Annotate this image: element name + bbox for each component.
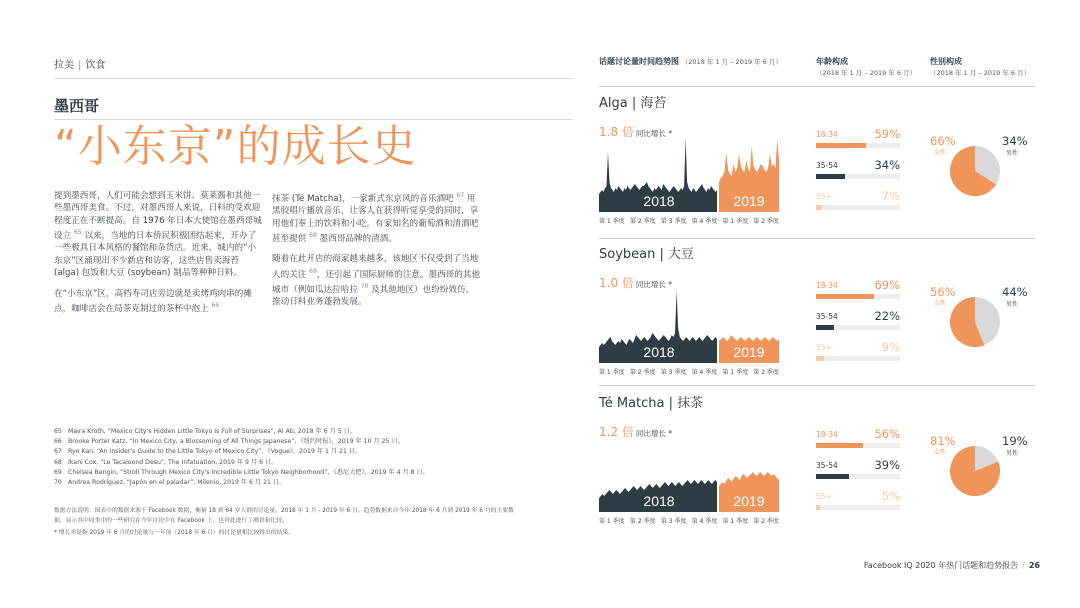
paragraph xyxy=(272,253,482,308)
footnote-ref[interactable]: 65 xyxy=(73,229,82,237)
footnote-ref[interactable]: 66 xyxy=(211,302,220,310)
age-bar-fill xyxy=(816,443,863,448)
male-percent: 44% xyxy=(1002,285,1028,299)
reference-text: Ryo Kan, “An Insider's Guide to the Little Tokyo of Mexico City”，《Vogue》，2019 年 1 月 21 日。 xyxy=(68,448,362,456)
text: 以来，当地的日本侨民积极团结起来，开办了一些极具日本风格的餐馆和杂货店。近来，城内的“小东京”区涌现出不少新店和访客，这些店售卖海苔 (alga) 包饭和大豆 (soybean) 制品等种种日料。 xyxy=(54,231,257,279)
female-label: 女性 xyxy=(934,149,947,156)
male-percent: 34% xyxy=(1002,134,1028,148)
age-bar-track xyxy=(816,443,900,448)
female-label: 女性 xyxy=(934,449,947,456)
reference-item xyxy=(54,458,524,468)
reference-item xyxy=(54,447,524,457)
reference-number: 67 xyxy=(54,448,62,456)
reference-item xyxy=(54,427,524,437)
quarter-label: 第 3 季度 xyxy=(660,518,687,525)
text: 用黑胶唱片播放音乐，让客人在获得听觉享受的同时，享用他们奉上的饮料和小吃。有家知名的葡萄酒和清酒吧甚至提供 xyxy=(272,193,479,244)
gender-header-title: 性别构成 xyxy=(930,57,962,66)
age-row xyxy=(816,309,900,343)
growth-footnote: * 增长率是指 2019 年 6 月的讨论量与一年前（2018 年 6 月）的讨论量相比较得出的结果。 xyxy=(54,530,295,536)
quarter-label: 第 3 季度 xyxy=(660,369,687,376)
year-label-2019: 2019 xyxy=(733,344,765,360)
trend-area-chart xyxy=(599,283,779,363)
age-header-range: （2018 年 1 月 – 2019 年 6 月） xyxy=(816,69,917,77)
footnote-ref[interactable]: 67 xyxy=(456,192,465,199)
reference-number: 70 xyxy=(54,479,62,487)
age-bar-track xyxy=(816,143,900,148)
quarter-label: 第 1 季度 xyxy=(722,518,749,525)
reference-item xyxy=(54,437,524,447)
pie-chart xyxy=(950,446,1000,496)
age-group-percent: 56% xyxy=(874,427,900,441)
quarter-label: 第 2 季度 xyxy=(629,218,656,225)
age-bar-fill xyxy=(816,294,874,299)
age-bar-track xyxy=(816,174,900,179)
reference-item xyxy=(54,478,524,488)
year-label-2019: 2019 xyxy=(733,493,765,509)
year-label-2018: 2018 xyxy=(643,193,675,209)
age-group-label: 18-34 xyxy=(816,130,838,139)
nav-topic[interactable]: 饮食 xyxy=(85,60,106,71)
growth-label: 同比增长 * xyxy=(635,429,673,438)
paragraph xyxy=(54,288,264,316)
female-percent: 66% xyxy=(930,134,956,148)
male-label: 男性 xyxy=(1006,301,1019,308)
text: 墨西哥品牌的清酒。 xyxy=(319,233,397,244)
age-group-label: 55+ xyxy=(816,192,832,201)
quarter-axis xyxy=(599,516,779,525)
quarter-label: 第 4 季度 xyxy=(691,218,718,225)
age-group-percent: 9% xyxy=(881,340,900,354)
trend-area-chart xyxy=(599,432,779,512)
trend-header xyxy=(599,56,782,67)
quarter-label: 第 1 季度 xyxy=(599,218,625,225)
age-group-percent: 69% xyxy=(874,278,900,292)
age-bar-track xyxy=(816,325,900,330)
gender-pie xyxy=(930,434,1030,514)
age-bar-fill xyxy=(816,325,834,330)
age-group-percent: 59% xyxy=(874,127,900,141)
reference-number: 65 xyxy=(54,428,62,435)
age-breakdown xyxy=(816,127,900,223)
divider xyxy=(599,86,1035,87)
age-breakdown xyxy=(816,278,900,374)
reference-text: Maira Kroth, “Mexico City's Hidden Little Tokyo Is Full of Surprises”, Al Ati, 2018 年 6 月 5 日。 xyxy=(68,428,356,435)
growth-label: 同比增长 * xyxy=(635,129,673,138)
footnote-ref[interactable]: 69 xyxy=(309,267,317,275)
methodology-note xyxy=(54,506,524,540)
text: 提到墨西哥，人们可能会想到玉米饼、莫莱酱和其他一些墨西哥美食。不过，对墨西哥人来说，日料的受欢迎程度正在不断提高。自 1976 年日本大使馆在墨西哥城设立 xyxy=(54,191,262,242)
reference-item xyxy=(54,468,524,478)
page-footer xyxy=(864,560,1040,571)
body-column-1 xyxy=(54,190,264,323)
report-title: Facebook IQ 2020 年热门话题和趋势报告 xyxy=(863,561,1019,570)
age-bar-fill xyxy=(816,505,820,510)
growth-value: 1.0 倍 xyxy=(599,276,634,290)
age-group-percent: 39% xyxy=(874,458,900,472)
year-label-2018: 2018 xyxy=(643,493,675,509)
nav-divider: | xyxy=(78,60,82,71)
age-group-label: 35-54 xyxy=(816,161,838,170)
age-row xyxy=(816,427,900,461)
growth-label: 同比增长 * xyxy=(635,280,673,289)
pie-chart xyxy=(950,297,1000,347)
gender-pie xyxy=(930,134,1030,214)
age-bar-track xyxy=(816,474,900,479)
age-group-percent: 22% xyxy=(874,309,900,323)
age-group-label: 18-34 xyxy=(816,430,838,439)
female-label: 女性 xyxy=(934,300,947,307)
quarter-label: 第 2 季度 xyxy=(753,518,779,525)
quarter-label: 第 2 季度 xyxy=(629,518,656,525)
male-percent: 19% xyxy=(1002,434,1028,448)
divider xyxy=(54,78,573,79)
age-group-percent: 7% xyxy=(881,189,900,203)
reference-text: Chelsea Bengin, “Stroll Through Mexico City's Incredible Little Tokyo Neighborhood”，《悉尼大把》，2019 年 4 月 8 日。 xyxy=(68,468,429,476)
year-label-2018: 2018 xyxy=(643,344,675,360)
quarter-axis xyxy=(599,216,779,225)
quarter-label: 第 1 季度 xyxy=(722,218,749,225)
quarter-axis xyxy=(599,367,779,376)
paragraph xyxy=(272,190,482,245)
age-group-label: 55+ xyxy=(816,492,832,501)
text: 在“小东京”区，高档寿司店旁边就是卖烤鸡肉串的摊点，咖啡店会在局茶克制过的茶杯中泡上 xyxy=(54,288,252,314)
trend-header-range: （2018 年 1 月 – 2019 年 6 月） xyxy=(681,58,782,66)
age-row xyxy=(816,489,900,523)
nav-section[interactable]: 拉美 xyxy=(54,60,74,71)
divider xyxy=(599,238,1035,239)
quarter-label: 第 2 季度 xyxy=(629,369,656,376)
female-percent: 56% xyxy=(930,285,956,299)
text: 随着在此开店的商家越来越多，该地区不仅受到了当地人的关注 xyxy=(272,254,479,280)
gender-header-range: （2018 年 1 月 – 2019 年 6 月） xyxy=(930,69,1031,77)
quarter-label: 第 1 季度 xyxy=(599,369,625,376)
male-label: 男性 xyxy=(1006,150,1019,157)
age-row xyxy=(816,340,900,374)
page-title: “小东京”的成长史 xyxy=(54,121,417,172)
reference-number: 69 xyxy=(54,468,62,476)
age-group-label: 35-54 xyxy=(816,312,838,321)
text: ，还引起了国际厨师的注意。墨西哥的其他城市（例如瓜达拉哈拉 xyxy=(272,269,481,295)
methodology-text: 数据方法说明：图表中的数据来源于 Facebook 数据，衡量 18 到 64 岁人群的讨论量，2018 年 1 月 - 2019 年 6 月。趋势数据来自今年 2018 年 6 月到 2019 年 6 月的主要数据，显示其中同类中的一些研究在今年讨论中在 Facebook 上，也对此进行了测算和比较。 xyxy=(54,508,514,524)
quarter-label: 第 2 季度 xyxy=(753,369,779,376)
divider xyxy=(599,385,1035,386)
age-row xyxy=(816,158,900,192)
age-bar-track xyxy=(816,356,900,361)
gender-pie xyxy=(930,285,1030,365)
gender-header xyxy=(930,56,1030,77)
growth-value: 1.2 倍 xyxy=(599,425,634,439)
quarter-label: 第 4 季度 xyxy=(691,369,718,376)
references-list xyxy=(54,427,524,488)
age-group-label: 18-34 xyxy=(816,281,838,290)
age-bar-fill xyxy=(816,474,849,479)
age-bar-fill xyxy=(816,356,824,361)
text: 及其他地区）也纷纷效仿，推动日料业务蓬勃发展。 xyxy=(272,284,475,308)
age-row xyxy=(816,127,900,161)
page-number: 26 xyxy=(1028,561,1040,570)
age-bar-track xyxy=(816,505,900,510)
age-header-title: 年龄构成 xyxy=(816,57,848,66)
age-bar-track xyxy=(816,294,900,299)
age-group-percent: 34% xyxy=(874,158,900,172)
reference-text: Ikani Cox, “Le Tacaloond Desu”, The Infatuation, 2019 年 9 月 6 日。 xyxy=(68,458,278,466)
paragraph xyxy=(54,190,264,280)
age-bar-fill xyxy=(816,143,866,148)
age-bar-fill xyxy=(816,205,822,210)
reference-number: 66 xyxy=(54,438,62,446)
age-row xyxy=(816,458,900,492)
section-title: Té Matcha | 抹茶 xyxy=(599,396,704,411)
country-heading: 墨西哥 xyxy=(54,97,100,115)
quarter-label: 第 3 季度 xyxy=(660,218,687,225)
age-bar-fill xyxy=(816,174,845,179)
top-nav xyxy=(54,56,105,71)
footnote-ref[interactable]: 70 xyxy=(360,283,369,291)
quarter-label: 第 1 季度 xyxy=(599,518,625,525)
section-title: Soybean | 大豆 xyxy=(599,247,694,262)
female-percent: 81% xyxy=(930,434,956,448)
age-group-label: 55+ xyxy=(816,343,832,352)
text: 抹茶 (Té Matcha)，一家新式东京风的音乐酒吧 xyxy=(272,193,454,204)
age-breakdown xyxy=(816,427,900,523)
age-group-label: 35-54 xyxy=(816,461,838,470)
footer-divider: / xyxy=(1022,561,1025,570)
reference-text: Andrea Rodríguez, “Japón en el paladar”, Milenio, 2019 年 6 月 21 日。 xyxy=(68,479,286,487)
age-bar-track xyxy=(816,205,900,210)
footnote-ref[interactable]: 68 xyxy=(309,232,317,240)
quarter-label: 第 1 季度 xyxy=(722,369,749,376)
body-column-2 xyxy=(272,190,482,317)
section-title: Alga | 海苔 xyxy=(599,96,667,111)
reference-number: 68 xyxy=(54,458,62,466)
quarter-label: 第 2 季度 xyxy=(753,218,779,225)
age-header xyxy=(816,56,916,77)
age-row xyxy=(816,278,900,312)
male-label: 男性 xyxy=(1006,450,1019,457)
growth-value: 1.8 倍 xyxy=(599,125,634,139)
trend-area-chart xyxy=(599,132,779,212)
quarter-label: 第 4 季度 xyxy=(691,518,718,525)
trend-header-title: 话题讨论量时间趋势图 xyxy=(599,57,679,66)
age-group-percent: 5% xyxy=(881,489,900,503)
age-row xyxy=(816,189,900,223)
year-label-2019: 2019 xyxy=(733,193,765,209)
reference-text: Brooke Porter Katz, “In Mexico City, a Blossoming of All Things Japanese”，《纽约时报》，2019 年 10 月 25 日。 xyxy=(68,438,404,446)
pie-chart xyxy=(950,146,1000,196)
